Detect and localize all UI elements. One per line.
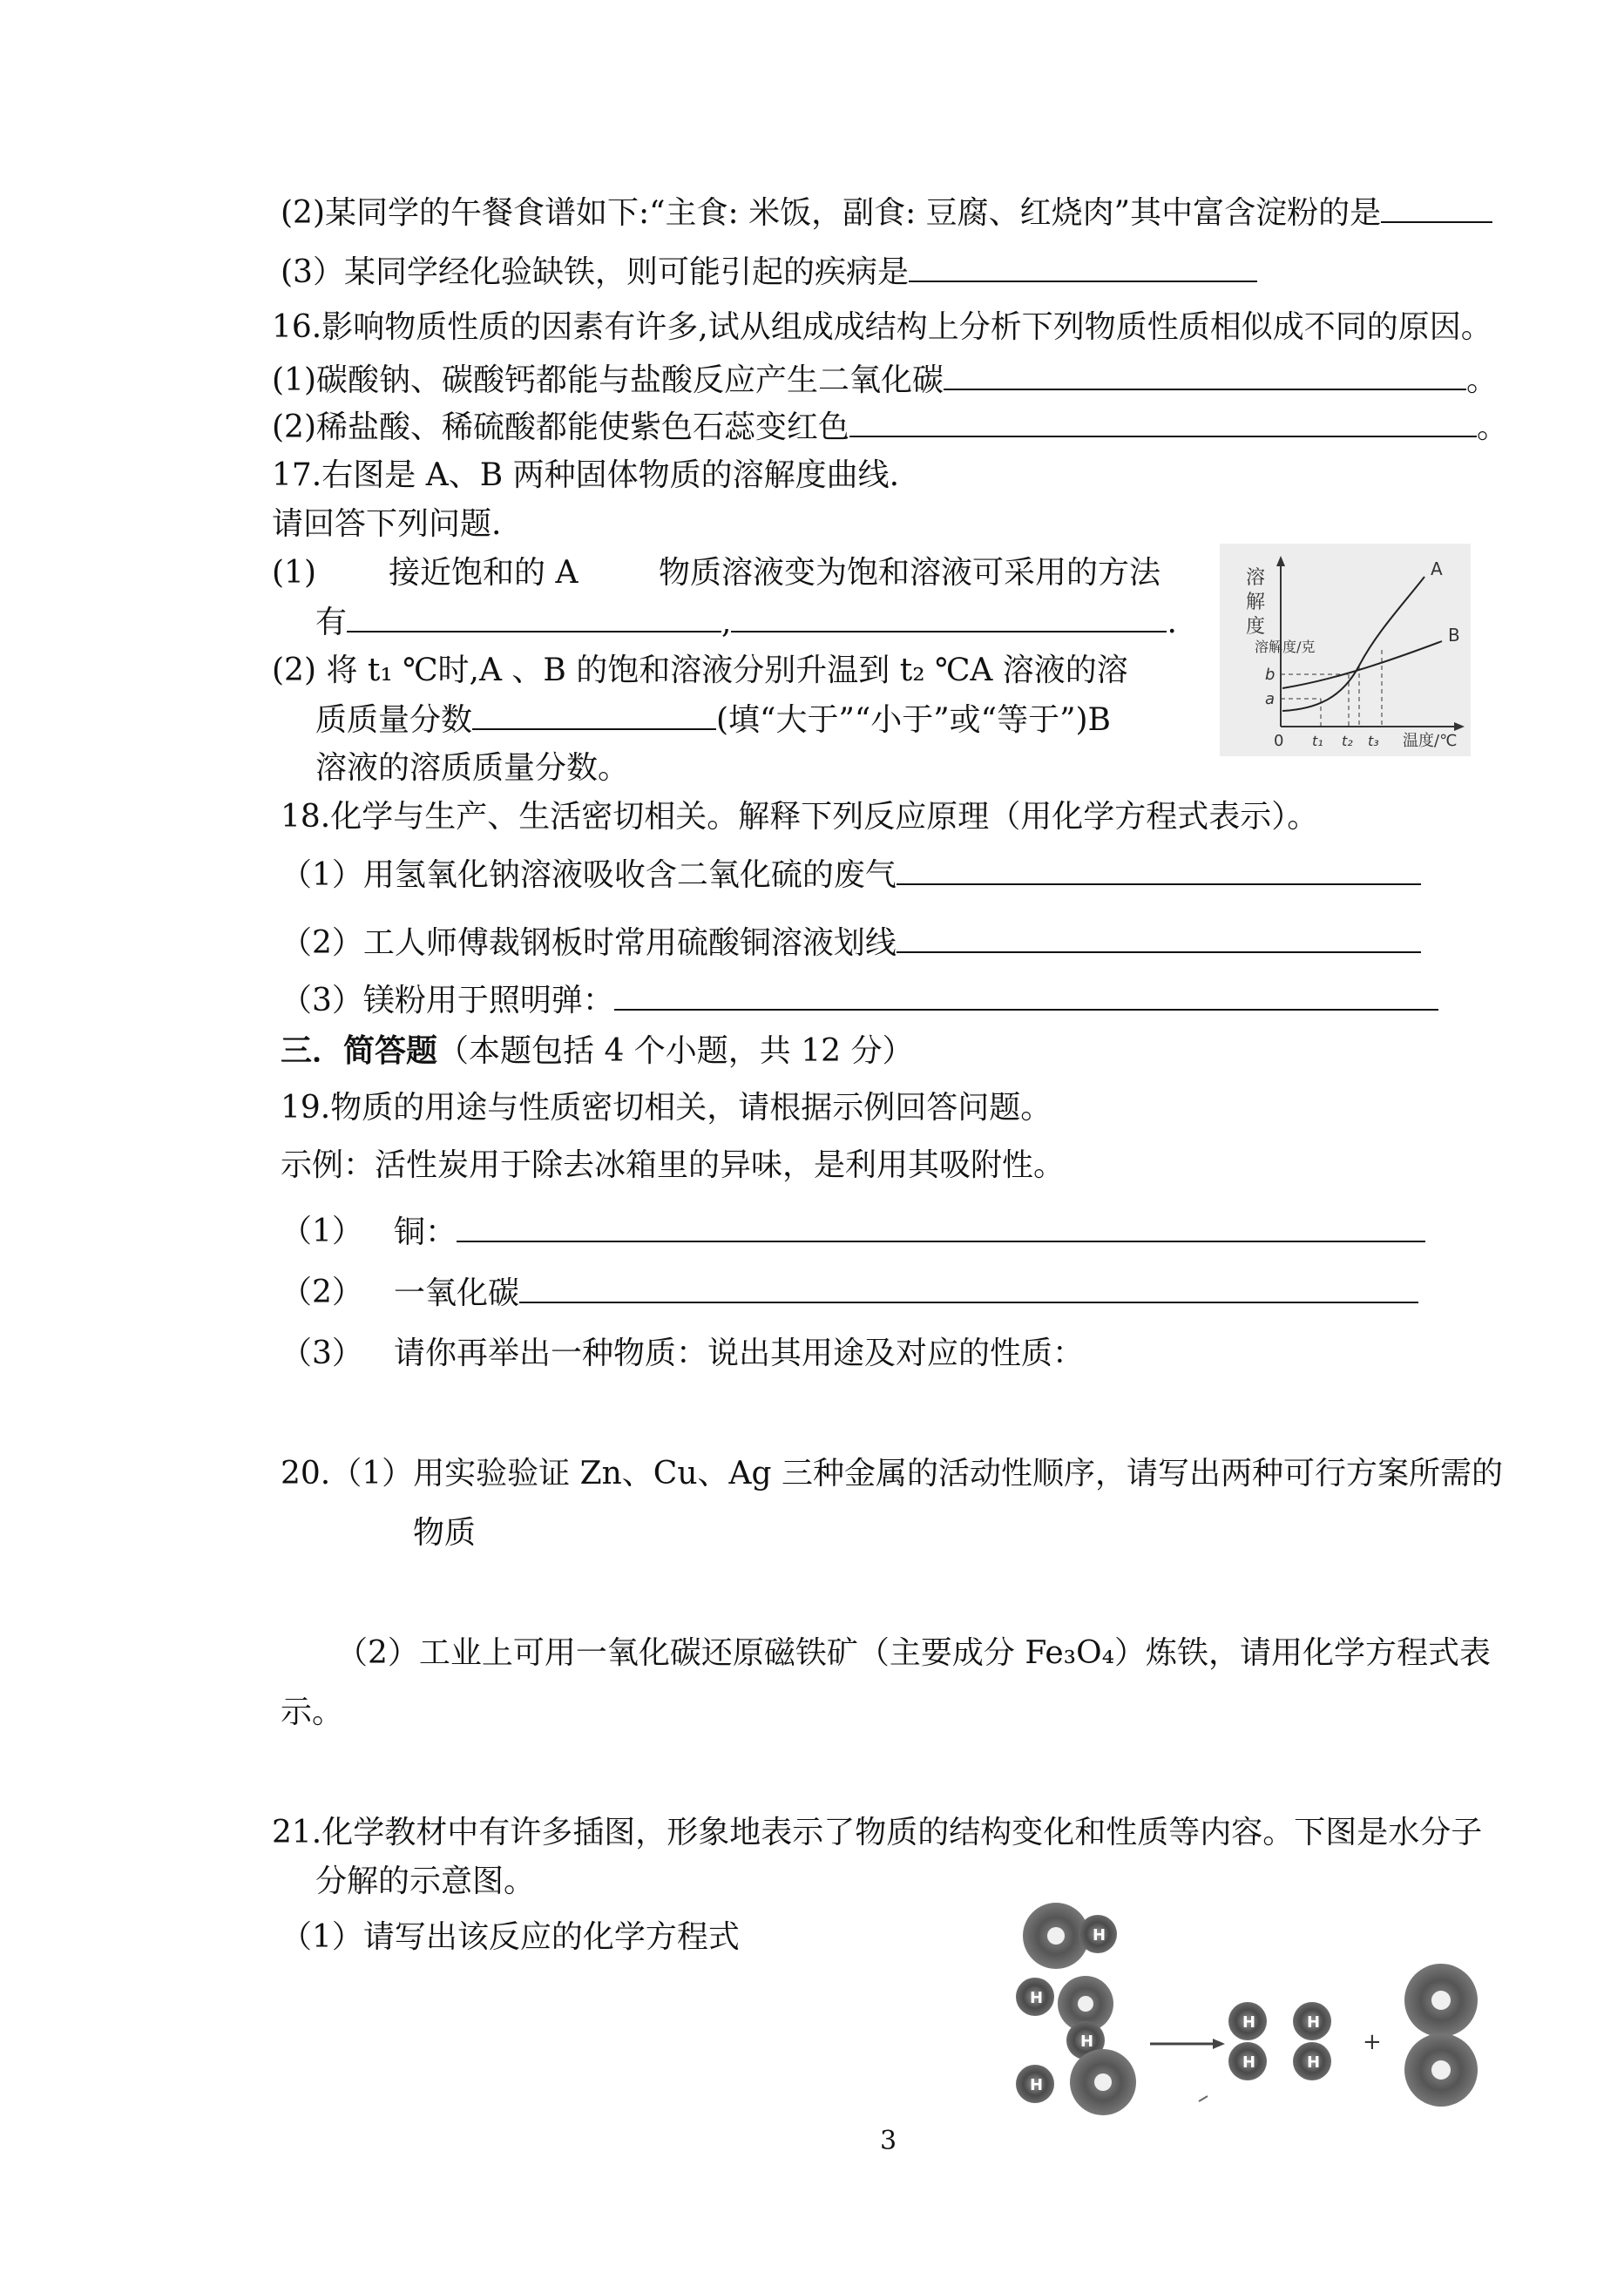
answer-blank[interactable] (347, 601, 721, 632)
x-axis-label: 温度/℃ (1403, 732, 1458, 750)
q19-2-label: （2） (281, 1275, 363, 1310)
answer-blank[interactable] (909, 251, 1257, 282)
answer-blank[interactable] (944, 359, 1466, 390)
hydrogen-label: H (1030, 2076, 1044, 2094)
q21-line1: 21.化学教材中有许多插图，形象地表示了物质的结构变化和性质等内容。下图是水分子 (272, 1815, 1483, 1850)
q17-1-part-b: 接近饱和的 A (389, 555, 579, 591)
answer-blank[interactable] (457, 1211, 1425, 1242)
y-tick-b: b (1265, 666, 1276, 684)
section-3-heading: 三．简答题（本题包括 4 个小题，共 12 分） (281, 1032, 914, 1069)
q19-title: 19.物质的用途与性质密切相关，请根据示例回答问题。 (281, 1090, 1052, 1126)
answer-blank[interactable] (731, 601, 1167, 632)
y-axis-label: 溶解度/克 (1255, 639, 1316, 655)
q18-1-line: （1）用氢氧化钠溶液吸收含二氧化硫的废气 (281, 854, 1421, 896)
plus-sign: + (1363, 2029, 1382, 2055)
q18-title: 18.化学与生产、生活密切相关。解释下列反应原理（用化学方程式表示）。 (281, 799, 1319, 835)
q17-2-line2: 质质量分数 (填“大于”“小于”或“等于”)B (315, 699, 1111, 741)
q19-2-line: 一氧化碳 (394, 1272, 1418, 1315)
hydrogen-label: H (1307, 2053, 1321, 2072)
q19-1-line: 铜： (394, 1211, 1425, 1254)
water-molecule (1023, 1903, 1117, 1969)
answer-blank[interactable] (897, 922, 1421, 953)
hydrogen-label: H (1093, 1926, 1106, 1945)
water-decomposition-diagram (1002, 1899, 1490, 2117)
y-axis-label-3: 度 (1246, 616, 1266, 638)
q20-2-line1: （2）工业上可用一氧化碳还原磁铁矿（主要成分 Fe₃O₄）炼铁，请用化学方程式表 (336, 1635, 1492, 1671)
curve-a-label: A (1431, 558, 1443, 579)
q15-2-line: (2)某同学的午餐食谱如下:“主食: 米饭，副食: 豆腐、红烧肉”其中富含淀粉的是 (281, 192, 1492, 234)
answer-blank[interactable] (1381, 192, 1492, 223)
q20-1-line2: 物质 (413, 1515, 477, 1551)
y-axis-label-2: 解 (1246, 592, 1266, 613)
answer-blank[interactable] (897, 854, 1421, 885)
answer-blank[interactable] (849, 406, 1477, 437)
curve-b-label: B (1448, 625, 1460, 646)
q16-1-line: (1)碳酸钠、碳酸钙都能与盐酸反应产生二氧化碳 。 (272, 359, 1498, 402)
q16-2-line: (2)稀盐酸、稀硫酸都能使紫色石蕊变红色 。 (272, 406, 1508, 449)
hydrogen-molecule (1228, 2002, 1267, 2080)
water-molecule (1016, 2049, 1136, 2115)
oxygen-molecule (1404, 1964, 1478, 2107)
q15-3-line: (3）某同学经化验缺铁，则可能引起的疾病是 (281, 251, 1257, 294)
q16-title: 16.影响物质性质的因素有许多,试从组成成结构上分析下列物质性质相似成不同的原因。 (272, 309, 1492, 345)
q19-3-prompt: 请你再举出一种物质：说出其用途及对应的性质： (394, 1336, 1085, 1371)
q18-3-line: （3）镁粉用于照明弹： (281, 979, 1438, 1022)
hydrogen-label: H (1307, 2013, 1321, 2032)
q18-2-line: （2）工人师傅裁钢板时常用硫酸铜溶液划线 (281, 922, 1421, 964)
solubility-curve-graph (1220, 544, 1471, 756)
q17-title: 17.右图是 A、B 两种固体物质的溶解度曲线. (272, 457, 900, 493)
hydrogen-molecule (1293, 2002, 1331, 2080)
hydrogen-label: H (1080, 2033, 1094, 2051)
x-tick-t1: t₁ (1312, 733, 1323, 749)
answer-blank[interactable] (519, 1272, 1418, 1303)
q21-1-line: （1）请写出该反应的化学方程式 (281, 1919, 740, 1955)
q20-1-line1: 20.（1）用实验验证 Zn、Cu、Ag 三种金属的活动性顺序，请写出两种可行方案所需的 (281, 1456, 1504, 1491)
hydrogen-label: H (1030, 1989, 1044, 2007)
page-number: 3 (880, 2126, 897, 2156)
q17-ask: 请回答下列问题. (272, 506, 502, 542)
q19-1-label: （1） (281, 1214, 363, 1249)
q19-3-label: （3） (281, 1336, 363, 1371)
hydrogen-label: H (1242, 2053, 1256, 2072)
q20-2-line2: 示。 (281, 1694, 344, 1730)
origin-label: 0 (1274, 732, 1284, 750)
x-tick-t2: t₂ (1342, 733, 1353, 749)
y-axis-label-1: 溶 (1246, 567, 1266, 589)
q17-1-label: (1) (272, 555, 316, 591)
answer-blank[interactable] (614, 979, 1438, 1011)
x-tick-t3: t₃ (1368, 733, 1379, 749)
hydrogen-label: H (1242, 2013, 1256, 2032)
q17-2-line1: (2) 将 t₁ ℃时,A 、B 的饱和溶液分别升温到 t₂ ℃A 溶液的溶 (272, 653, 1128, 688)
q17-2-line3: 溶液的溶质质量分数。 (315, 750, 630, 786)
q21-line2: 分解的示意图。 (315, 1863, 536, 1899)
answer-blank[interactable] (472, 699, 716, 730)
water-molecule (1016, 1976, 1113, 2032)
q19-example: 示例：活性炭用于除去冰箱里的异味，是利用其吸附性。 (281, 1147, 1066, 1183)
q17-1-line2: 有 , . (315, 601, 1177, 644)
y-tick-a: a (1265, 690, 1276, 708)
q17-1-part-c: 物质溶液变为饱和溶液可采用的方法 (659, 555, 1161, 591)
